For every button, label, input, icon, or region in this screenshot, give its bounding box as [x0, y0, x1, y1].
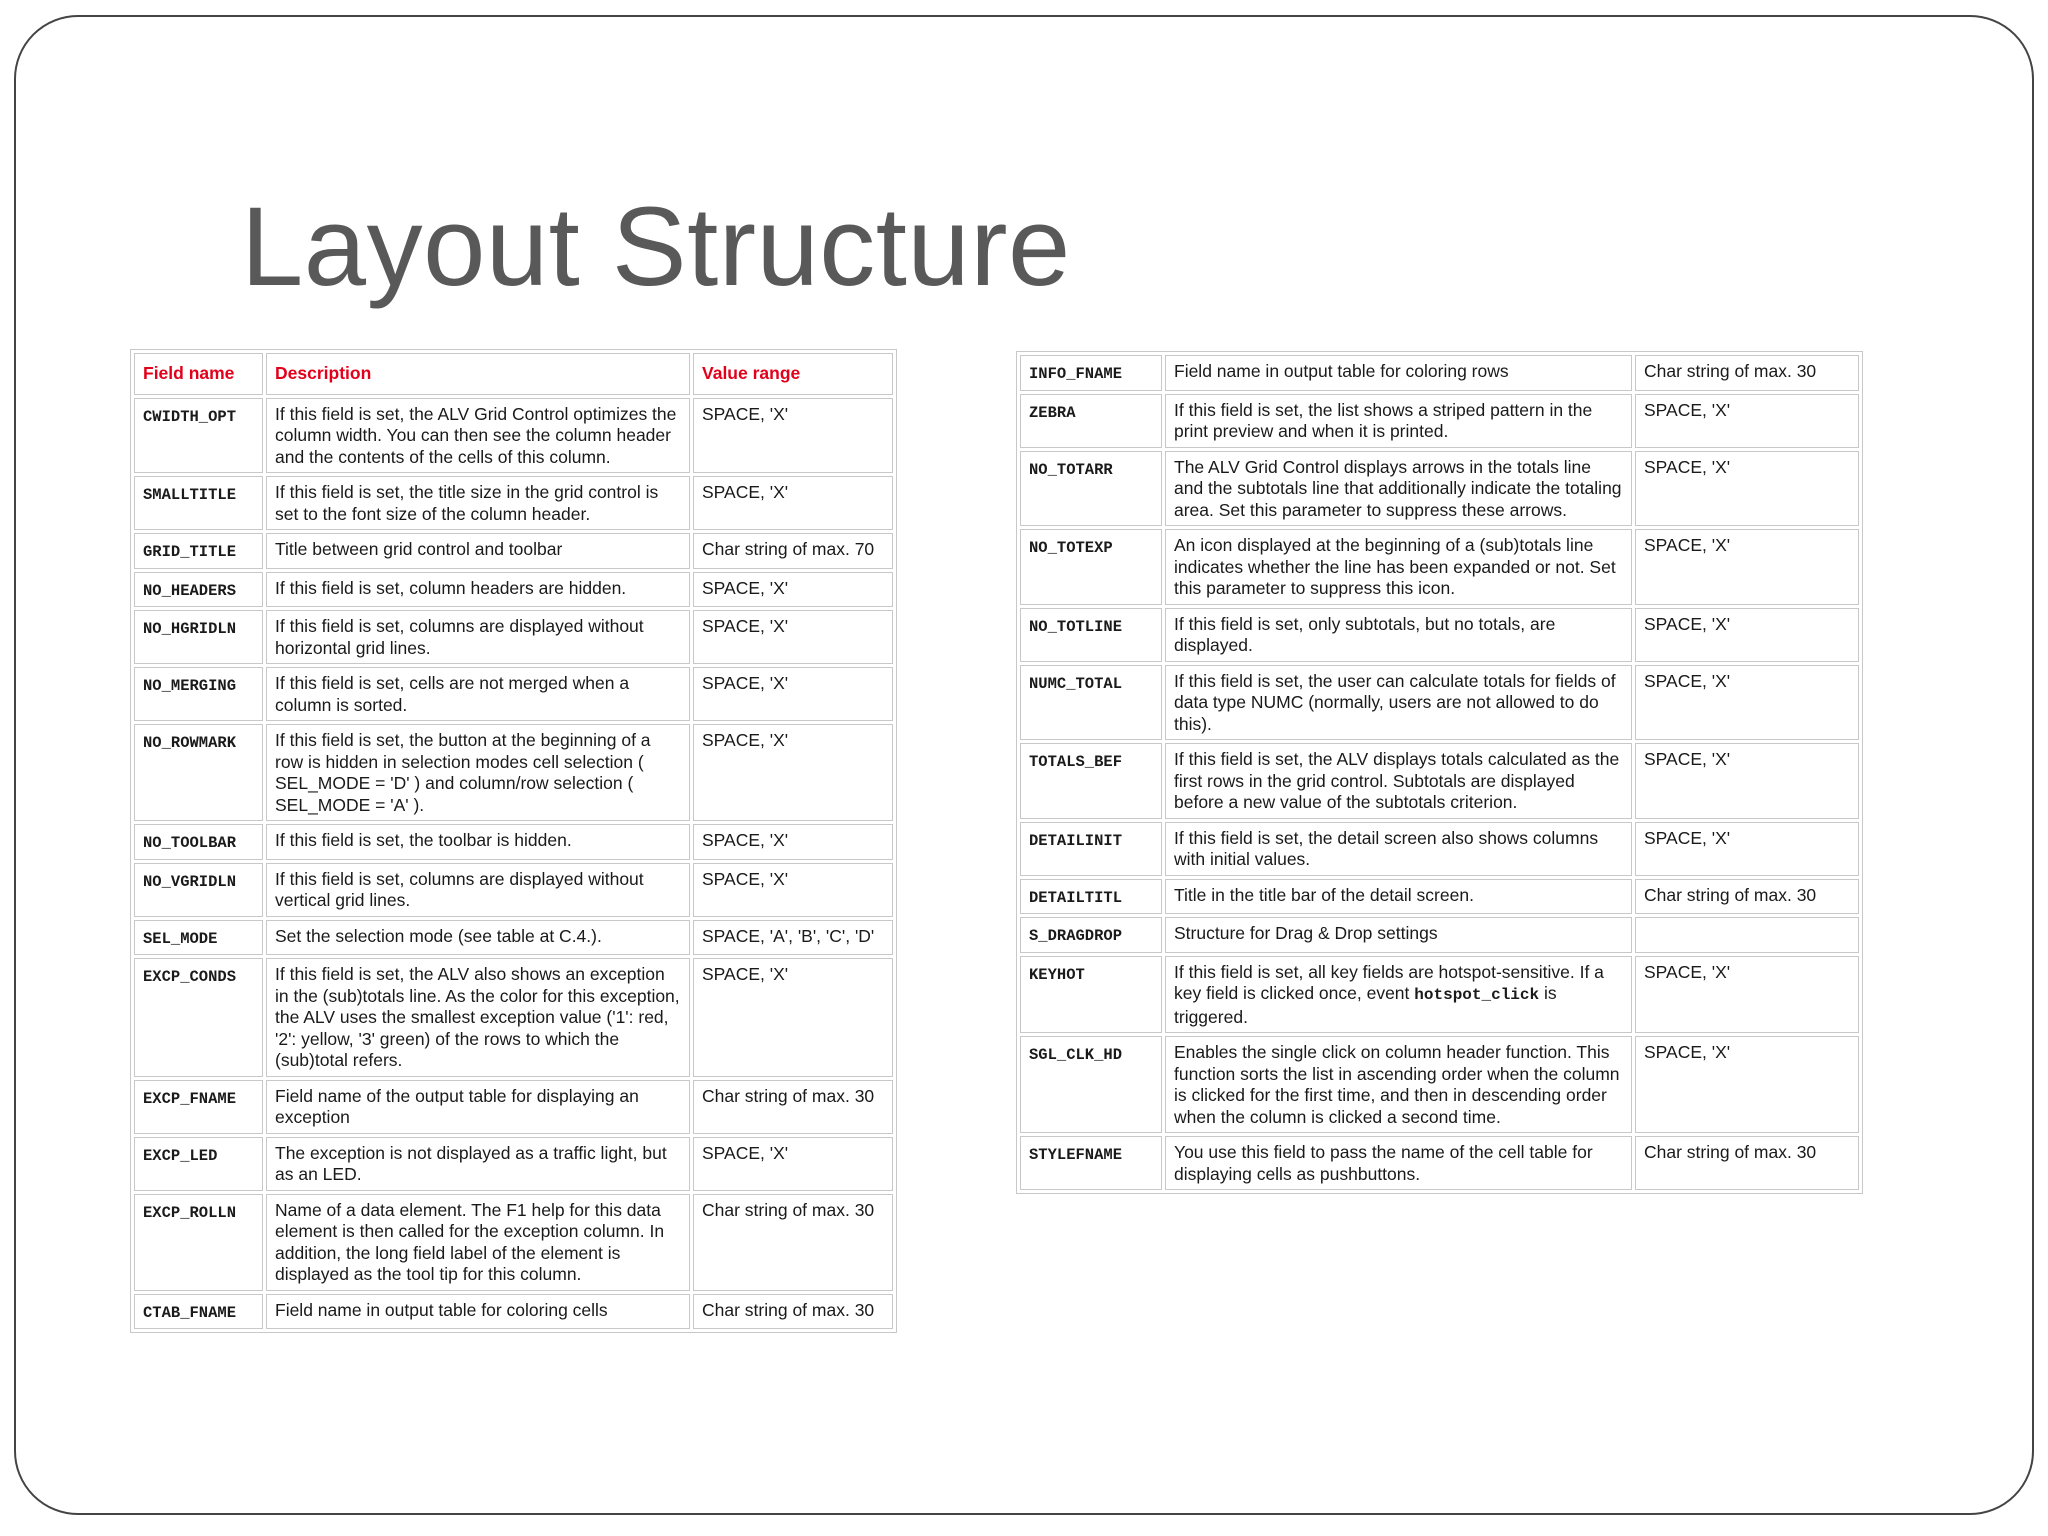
table-row — [134, 398, 893, 474]
value-range-cell: Char string of max. 30 — [693, 1194, 893, 1291]
field-name-cell: ZEBRA — [1020, 394, 1162, 448]
table-row — [1020, 394, 1859, 448]
description-cell: The ALV Grid Control displays arrows in the totals line and the subtotals line that additionally indicate the totaling area. Set this parameter to suppress these arrows. — [1165, 451, 1632, 527]
value-range-cell: Char string of max. 30 — [1635, 879, 1859, 915]
table-row — [134, 572, 893, 608]
slide-title: Layout Structure — [241, 184, 1071, 309]
description-cell: If this field is set, the button at the beginning of a row is hidden in selection modes cell selection ( SEL_MODE = 'D' ) and column/row selection ( SEL_MODE = 'A' ). — [266, 724, 690, 821]
field-name-cell: DETAILINIT — [1020, 822, 1162, 876]
field-name-cell: DETAILTITL — [1020, 879, 1162, 915]
table-row — [134, 724, 893, 821]
field-name-cell: EXCP_FNAME — [134, 1080, 263, 1134]
field-name-cell: CTAB_FNAME — [134, 1294, 263, 1330]
value-range-cell: SPACE, 'X' — [1635, 608, 1859, 662]
value-range-cell: SPACE, 'X' — [1635, 1036, 1859, 1133]
field-name-cell: GRID_TITLE — [134, 533, 263, 569]
table-row — [134, 1294, 893, 1330]
field-name-cell: EXCP_CONDS — [134, 958, 263, 1077]
value-range-cell: SPACE, 'X' — [693, 476, 893, 530]
field-name-cell: INFO_FNAME — [1020, 355, 1162, 391]
description-cell: Field name in output table for coloring rows — [1165, 355, 1632, 391]
description-cell: If this field is set, column headers are hidden. — [266, 572, 690, 608]
description-cell: You use this field to pass the name of the cell table for displaying cells as pushbuttons. — [1165, 1136, 1632, 1190]
value-range-cell: SPACE, 'X' — [693, 572, 893, 608]
table-row — [1020, 451, 1859, 527]
field-name-cell: SGL_CLK_HD — [1020, 1036, 1162, 1133]
value-range-cell: Char string of max. 30 — [1635, 355, 1859, 391]
field-name-cell: KEYHOT — [1020, 956, 1162, 1034]
description-cell — [1165, 956, 1632, 1034]
table-row — [1020, 665, 1859, 741]
value-range-cell: Char string of max. 30 — [693, 1294, 893, 1330]
description-cell: If this field is set, only subtotals, but no totals, are displayed. — [1165, 608, 1632, 662]
field-name-cell: NO_HGRIDLN — [134, 610, 263, 664]
table-row — [134, 476, 893, 530]
table-row — [134, 610, 893, 664]
field-name-cell: SEL_MODE — [134, 920, 263, 956]
description-cell: Field name of the output table for displaying an exception — [266, 1080, 690, 1134]
field-name-cell: NO_TOTARR — [1020, 451, 1162, 527]
field-name-cell: CWIDTH_OPT — [134, 398, 263, 474]
description-cell: If this field is set, columns are displayed without horizontal grid lines. — [266, 610, 690, 664]
description-cell: Set the selection mode (see table at C.4.). — [266, 920, 690, 956]
description-cell: If this field is set, the list shows a striped pattern in the print preview and when it is printed. — [1165, 394, 1632, 448]
value-range-cell: SPACE, 'X' — [1635, 451, 1859, 527]
table-row — [134, 1194, 893, 1291]
table-row — [134, 863, 893, 917]
table-row — [1020, 529, 1859, 605]
table-row — [134, 533, 893, 569]
table-row — [1020, 956, 1859, 1034]
value-range-cell: SPACE, 'X' — [693, 824, 893, 860]
table-row — [1020, 355, 1859, 391]
description-text-after: is triggered. — [1174, 983, 1557, 1027]
field-name-cell: NO_TOTLINE — [1020, 608, 1162, 662]
field-name-cell: SMALLTITLE — [134, 476, 263, 530]
description-cell: If this field is set, the ALV displays totals calculated as the first rows in the grid control. Subtotals are displayed before a new value of the subtotals criterion. — [1165, 743, 1632, 819]
header-value-range: Value range — [693, 353, 893, 395]
table-row — [1020, 1136, 1859, 1190]
description-text: If this field is set, all key fields are hotspot-sensitive. If a key field is clicked once, event — [1174, 961, 1604, 1003]
field-name-cell: NO_VGRIDLN — [134, 863, 263, 917]
table-row — [134, 1080, 893, 1134]
value-range-cell: SPACE, 'X' — [693, 398, 893, 474]
value-range-cell: SPACE, 'X' — [1635, 529, 1859, 605]
description-cell: If this field is set, columns are displayed without vertical grid lines. — [266, 863, 690, 917]
value-range-cell: SPACE, 'X' — [693, 1137, 893, 1191]
description-cell: The exception is not displayed as a traffic light, but as an LED. — [266, 1137, 690, 1191]
field-name-cell: S_DRAGDROP — [1020, 917, 1162, 953]
field-name-cell: EXCP_ROLLN — [134, 1194, 263, 1291]
field-name-cell: TOTALS_BEF — [1020, 743, 1162, 819]
description-cell: Name of a data element. The F1 help for this data element is then called for the exception column. In addition, the long field label of the element is displayed as the tool tip for this column. — [266, 1194, 690, 1291]
value-range-cell: Char string of max. 70 — [693, 533, 893, 569]
description-cell: Field name in output table for coloring cells — [266, 1294, 690, 1330]
description-cell: If this field is set, the title size in the grid control is set to the font size of the column header. — [266, 476, 690, 530]
field-name-cell: NO_HEADERS — [134, 572, 263, 608]
value-range-cell: SPACE, 'X' — [1635, 665, 1859, 741]
right-fields-table — [1016, 351, 1863, 1194]
description-cell: If this field is set, the ALV Grid Control optimizes the column width. You can then see the column header and the contents of the cells of this column. — [266, 398, 690, 474]
field-name-cell: STYLEFNAME — [1020, 1136, 1162, 1190]
value-range-cell: Char string of max. 30 — [1635, 1136, 1859, 1190]
field-name-cell: NO_TOOLBAR — [134, 824, 263, 860]
table-row — [1020, 822, 1859, 876]
description-cell: If this field is set, the detail screen also shows columns with initial values. — [1165, 822, 1632, 876]
header-field-name: Field name — [134, 353, 263, 395]
table-row — [134, 824, 893, 860]
description-cell: If this field is set, the user can calculate totals for fields of data type NUMC (normally, users are not allowed to do this). — [1165, 665, 1632, 741]
description-cell: Title in the title bar of the detail screen. — [1165, 879, 1632, 915]
field-name-cell: NO_MERGING — [134, 667, 263, 721]
value-range-cell: SPACE, 'X' — [693, 863, 893, 917]
table-row — [134, 667, 893, 721]
value-range-cell: SPACE, 'X' — [1635, 743, 1859, 819]
value-range-cell: SPACE, 'X' — [1635, 956, 1859, 1034]
value-range-cell: SPACE, 'A', 'B', 'C', 'D' — [693, 920, 893, 956]
description-cell: An icon displayed at the beginning of a (sub)totals line indicates whether the line has been expanded or not. Set this parameter to suppress this icon. — [1165, 529, 1632, 605]
field-name-cell: NUMC_TOTAL — [1020, 665, 1162, 741]
header-description: Description — [266, 353, 690, 395]
field-name-cell: NO_TOTEXP — [1020, 529, 1162, 605]
value-range-cell: SPACE, 'X' — [693, 724, 893, 821]
description-cell: If this field is set, the ALV also shows an exception in the (sub)totals line. As the color for this exception, the ALV uses the smallest exception value ('1': red, '2': yellow, '3' green) of the rows to which the (sub)total refers. — [266, 958, 690, 1077]
table-row — [134, 1137, 893, 1191]
value-range-cell: SPACE, 'X' — [693, 958, 893, 1077]
table-row — [134, 958, 893, 1077]
left-fields-table — [130, 349, 897, 1333]
event-name-code: hotspot_click — [1414, 986, 1540, 1004]
description-cell: Enables the single click on column header function. This function sorts the list in ascending order when the column is clicked for the first time, and then in descending order when the column is clicked a second time. — [1165, 1036, 1632, 1133]
field-name-cell: EXCP_LED — [134, 1137, 263, 1191]
field-name-cell: NO_ROWMARK — [134, 724, 263, 821]
value-range-cell: SPACE, 'X' — [1635, 394, 1859, 448]
table-row — [1020, 743, 1859, 819]
table-header-row — [134, 353, 893, 395]
value-range-cell: SPACE, 'X' — [693, 667, 893, 721]
table-row — [1020, 917, 1859, 953]
description-cell: If this field is set, cells are not merged when a column is sorted. — [266, 667, 690, 721]
description-cell: Structure for Drag & Drop settings — [1165, 917, 1632, 953]
value-range-cell: SPACE, 'X' — [693, 610, 893, 664]
value-range-cell: Char string of max. 30 — [693, 1080, 893, 1134]
description-cell: Title between grid control and toolbar — [266, 533, 690, 569]
value-range-cell — [1635, 917, 1859, 953]
description-cell: If this field is set, the toolbar is hidden. — [266, 824, 690, 860]
value-range-cell: SPACE, 'X' — [1635, 822, 1859, 876]
table-row — [1020, 879, 1859, 915]
table-row — [134, 920, 893, 956]
table-row — [1020, 1036, 1859, 1133]
table-row — [1020, 608, 1859, 662]
